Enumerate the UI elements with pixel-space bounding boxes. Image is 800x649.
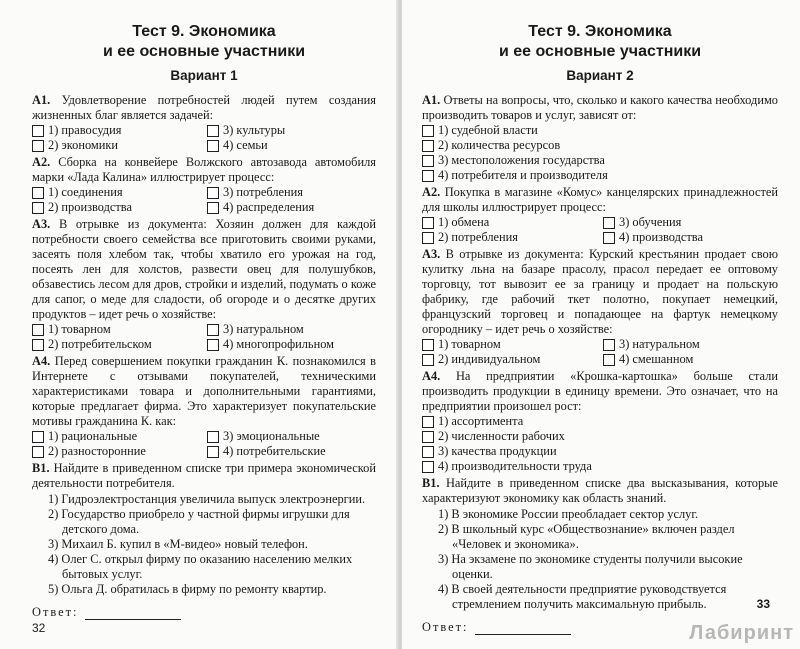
answer-option[interactable]: 4) потребителя и производителя [422, 168, 778, 183]
question-b1: В1. Найдите в приведенном списке три примера экономической деятельности потребителя. 1) Гидроэлектростанция увеличила выпуск электроэнергии. 2) Государство приобрело у частной фирмы игрушки для детского дома. 3) Михаил Б. купил в «М-видео» новый телефон. 4) Олег С. открыл фирму по оказанию населению мелких бытовых услуг. 5) Ольга Д. обратилась в фирму по ремонту квартир. [32, 461, 376, 596]
answer-line[interactable] [85, 607, 181, 620]
answer-option[interactable]: 3) потребления [207, 185, 376, 200]
checkbox[interactable] [422, 431, 434, 443]
checkbox[interactable] [603, 217, 615, 229]
checkbox[interactable] [422, 217, 434, 229]
page-number: 33 [756, 597, 770, 611]
answer-option[interactable]: 2) производства [32, 200, 201, 215]
checkbox[interactable] [32, 187, 44, 199]
checkbox[interactable] [422, 140, 434, 152]
answer-option[interactable]: 3) качества продукции [422, 444, 778, 459]
watermark-logo: Лабиринт [689, 622, 794, 644]
checkbox[interactable] [422, 416, 434, 428]
question-a3: А3. В отрывке из документа: Курский крестьянин продает свою кулитку льна на базаре прасолу, прасол передает ее оптовому торговцу, тот вывозит ее за границу и продает на польскую фабрику, где рабочий ткет полотно, покупает немецкий, французский торговец и попадающее на фартук немецкому огороднику – идет речь о хозяйстве: 1) товарном 3) натуральном 2) индивидуальном 4) смешанном [422, 247, 778, 366]
checkbox[interactable] [207, 446, 219, 458]
list-item: 3) Михаил Б. купил в «М-видео» новый телефон. [48, 537, 308, 551]
answer-option[interactable]: 2) количества ресурсов [422, 138, 778, 153]
list-item: 1) Гидроэлектростанция увеличила выпуск электроэнергии. [48, 492, 366, 506]
page-number: 32 [32, 621, 46, 635]
question-a3: А3. В отрывке из документа: Хозяин должен для каждой потребности своего семейства все приготовить своими руками, засеять поля хлебом так, чтобы хватило его урожая на год, посеять лен для холстов, развести овец для полушубков, обзавестись лесом для дров, стройки и изделий, подумать о коже для сапог, о меде для сладости, об огороде и о десятке других продуктов – идет речь о хозяйстве: 1) товарном 3) натуральном 2) потребительском 4) многопрофильном [32, 217, 376, 351]
checkbox[interactable] [207, 324, 219, 336]
question-a4: А4. Перед совершением покупки гражданин К. познакомился в Интернете с отзывами покупателей, техническими характеристиками товара и дополнительными гарантиями, которые предлагает фирма. Это характеризует покупательские мотивы гражданина К. как: 1) рациональные 3) эмоциональные 2) разносторонние 4) потребительские [32, 354, 376, 458]
checkbox[interactable] [207, 140, 219, 152]
answer-option[interactable]: 4) многопрофильном [207, 337, 376, 352]
checkbox[interactable] [422, 155, 434, 167]
list-item: 4) Олег С. открыл фирму по оказанию населению мелких бытовых услуг. [48, 552, 353, 581]
left-page [0, 0, 398, 649]
question-a4: А4. На предприятии «Крошка-картошка» больше стали производить продукции в единицу времени. Это означает, что на предприятии произошел рост: 1) ассортимента 2) численности рабочих 3) качества продукции 4) производительности труда [422, 369, 778, 473]
answer-field[interactable]: Ответ: [32, 605, 376, 620]
checkbox[interactable] [32, 140, 44, 152]
answer-option[interactable]: 2) разносторонние [32, 444, 201, 459]
answer-option[interactable]: 1) правосудия [32, 123, 201, 138]
answer-option[interactable]: 3) культуры [207, 123, 376, 138]
test-title: Тест 9. Экономика и ее основные участники [498, 23, 702, 60]
checkbox[interactable] [422, 446, 434, 458]
list-item: 4) В своей деятельности предприятие руководствуется стремлением получить максимальную прибыль. [438, 582, 727, 611]
answer-option[interactable]: 3) натуральном [603, 337, 778, 352]
answer-option[interactable]: 2) индивидуальном [422, 352, 597, 367]
checkbox[interactable] [207, 431, 219, 443]
list-item: 3) На экзамене по экономике студенты получили высокие оценки. [438, 552, 743, 581]
answer-option[interactable]: 1) товарном [422, 337, 597, 352]
checkbox[interactable] [422, 339, 434, 351]
test-title: Тест 9. Экономика и ее основные участники [102, 23, 306, 60]
checkbox[interactable] [603, 232, 615, 244]
answer-option[interactable]: 3) обучения [603, 215, 778, 230]
answer-option[interactable]: 2) потребительском [32, 337, 201, 352]
answer-option[interactable]: 1) судебной власти [422, 123, 778, 138]
question-a1: А1. Удовлетворение потребностей людей путем создания жизненных благ является задачей: 1) правосудия 3) культуры 2) экономики 4) семьи [32, 93, 376, 152]
checkbox[interactable] [32, 324, 44, 336]
checkbox[interactable] [422, 232, 434, 244]
checkbox[interactable] [207, 125, 219, 137]
answer-option[interactable]: 2) экономики [32, 138, 201, 153]
answer-option[interactable]: 4) смешанном [603, 352, 778, 367]
checkbox[interactable] [207, 202, 219, 214]
list-item: 1) В экономике России преобладает сектор услуг. [438, 507, 699, 521]
answer-option[interactable]: 4) производительности труда [422, 459, 778, 474]
answer-option[interactable]: 1) обмена [422, 215, 597, 230]
answer-option[interactable]: 1) товарном [32, 322, 201, 337]
list-item: 5) Ольга Д. обратилась в фирму по ремонту квартир. [48, 582, 327, 596]
variant-heading: Вариант 1 [170, 68, 238, 83]
answer-option[interactable]: 1) соединения [32, 185, 201, 200]
checkbox[interactable] [32, 202, 44, 214]
variant-heading: Вариант 2 [566, 68, 634, 83]
answer-option[interactable]: 3) натуральном [207, 322, 376, 337]
checkbox[interactable] [422, 125, 434, 137]
answer-option[interactable]: 2) численности рабочих [422, 429, 778, 444]
checkbox[interactable] [603, 354, 615, 366]
answer-option[interactable]: 4) распределения [207, 200, 376, 215]
answer-option[interactable]: 4) семьи [207, 138, 376, 153]
right-page [402, 0, 800, 649]
checkbox[interactable] [422, 354, 434, 366]
list-item: 2) В школьный курс «Обществознание» включен раздел «Человек и экономика». [438, 522, 735, 551]
answer-option[interactable]: 3) эмоциональные [207, 429, 376, 444]
answer-option[interactable]: 1) ассортимента [422, 414, 778, 429]
question-a1: А1. Ответы на вопросы, что, сколько и какого качества необходимо производить товаров и услуг, зависят от: 1) судебной власти 2) количества ресурсов 3) местоположения государства 4) потребителя и производителя [422, 93, 778, 182]
checkbox[interactable] [603, 339, 615, 351]
checkbox[interactable] [32, 125, 44, 137]
answer-field[interactable]: Ответ: [422, 620, 778, 635]
checkbox[interactable] [207, 187, 219, 199]
answer-option[interactable]: 2) потребления [422, 230, 597, 245]
checkbox[interactable] [32, 339, 44, 351]
answer-option[interactable]: 4) потребительские [207, 444, 376, 459]
answer-option[interactable]: 1) рациональные [32, 429, 201, 444]
checkbox[interactable] [32, 446, 44, 458]
answer-option[interactable]: 3) местоположения государства [422, 153, 778, 168]
question-b1: В1. Найдите в приведенном списке два высказывания, которые характеризуют экономику как область знаний. 1) В экономике России преобладает сектор услуг. 2) В школьный курс «Обществознание» включен раздел «Человек и экономика». 3) На экзамене по экономике студенты получили высокие оценки. 4) В своей деятельности предприятие руководствуется стремлением получить максимальную прибыль. [422, 476, 778, 611]
checkbox[interactable] [422, 170, 434, 182]
question-a2: А2. Сборка на конвейере Волжского автозавода автомобиля марки «Лада Калина» иллюстрирует процесс: 1) соединения 3) потребления 2) производства 4) распределения [32, 155, 376, 214]
checkbox[interactable] [422, 461, 434, 473]
answer-option[interactable]: 4) производства [603, 230, 778, 245]
answer-line[interactable] [475, 622, 571, 635]
list-item: 2) Государство приобрело у частной фирмы игрушки для детского дома. [48, 507, 350, 536]
question-a2: А2. Покупка в магазине «Комус» канцелярских принадлежностей для школы иллюстрирует процесс: 1) обмена 3) обучения 2) потребления 4) производства [422, 185, 778, 244]
checkbox[interactable] [32, 431, 44, 443]
checkbox[interactable] [207, 339, 219, 351]
